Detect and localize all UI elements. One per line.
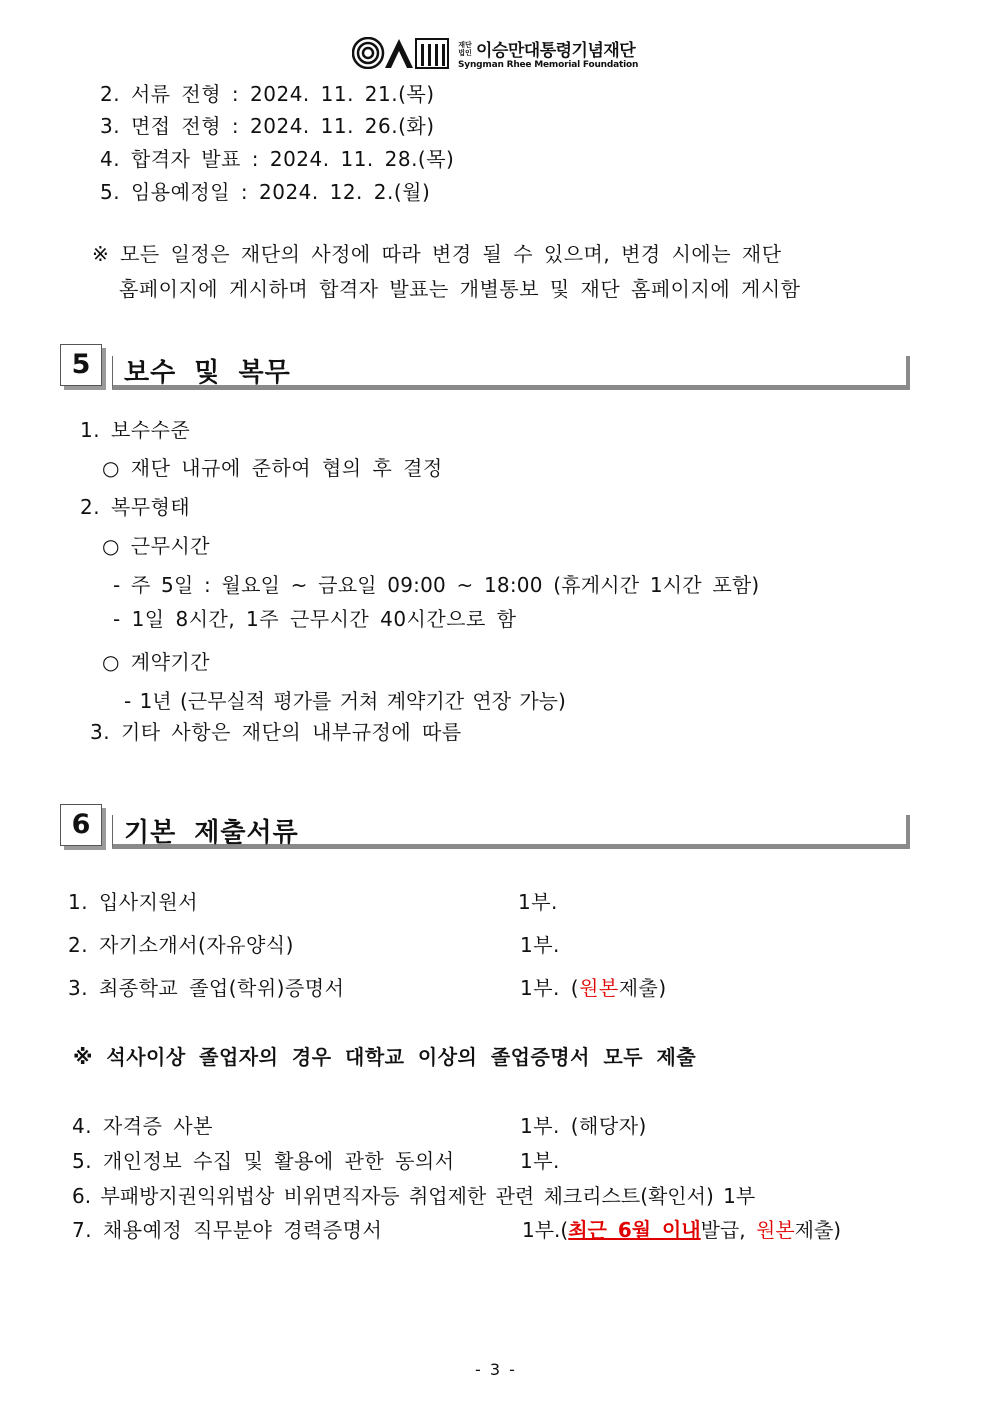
pay-detail: ○ 재단 내규에 준하여 협의 후 결정	[102, 456, 443, 480]
issue-text: 발급,	[700, 1218, 757, 1242]
doc-count: 1부.	[518, 890, 558, 914]
doc-count-group	[520, 972, 667, 1001]
section-5-number: 5	[60, 344, 102, 386]
schedule-item: 4. 합격자 발표 : 2024. 11. 28.(목)	[100, 147, 455, 171]
doc-count: 1부.	[520, 933, 560, 957]
pay-heading: 1. 보수수준	[80, 418, 191, 442]
other-rules: 3. 기타 사항은 재단의 내부규정에 따름	[90, 720, 462, 744]
section-6-title: 기본 제출서류	[124, 818, 299, 848]
schedule-note-line1: ※ 모든 일정은 재단의 사정에 따라 변경 될 수 있으며, 변경 시에는 재단	[92, 242, 782, 266]
org-name-en: Syngman Rhee Memorial Foundation	[458, 60, 639, 70]
oam-logo-icon	[352, 37, 452, 69]
section-5-title: 보수 및 복무	[124, 358, 291, 388]
recent-issue-mark: 최근 6월 이내	[568, 1218, 701, 1242]
doc-count-tail: 제출)	[618, 976, 667, 1000]
schedule-item: 2. 서류 전형 : 2024. 11. 21.(목)	[100, 82, 435, 106]
doc-count: 1부. (해당자)	[520, 1114, 647, 1138]
doc-name: 3. 최종학교 졸업(학위)증명서	[68, 976, 345, 1000]
doc-name: 4. 자격증 사본	[72, 1114, 213, 1138]
doc-count: 1부. (	[520, 976, 580, 1000]
hours-detail-1: - 주 5일 : 월요일 ~ 금요일 09:00 ~ 18:00 (휴게시간 1시간 포함)	[113, 573, 760, 597]
schedule-note-line2: 홈페이지에 게시하며 합격자 발표는 개별통보 및 재단 홈페이지에 게시함	[119, 277, 801, 301]
hours-heading: ○ 근무시간	[102, 534, 211, 558]
doc-checklist: 6. 부패방지권익위법상 비위면직자등 취업제한 관련 체크리스트(확인서) 1부	[72, 1184, 756, 1208]
schedule-item: 3. 면접 전형 : 2024. 11. 26.(화)	[100, 114, 435, 138]
graduate-note: ※ 석사이상 졸업자의 경우 대학교 이상의 졸업증명서 모두 제출	[73, 1045, 697, 1069]
doc-name: 7. 채용예정 직무분야 경력증명서	[72, 1218, 383, 1242]
doc-name: 5. 개인정보 수집 및 활용에 관한 동의서	[72, 1149, 455, 1173]
original-required-mark: 원본	[579, 976, 619, 1000]
foundation-logo	[352, 37, 638, 69]
schedule-item: 5. 임용예정일 : 2024. 12. 2.(월)	[100, 180, 431, 204]
doc-count: 1부.	[520, 1149, 560, 1173]
doc-name: 1. 입사지원서	[68, 890, 199, 914]
work-heading: 2. 복무형태	[80, 495, 191, 519]
page-number: - 3 -	[475, 1360, 517, 1379]
org-name-kr: 이승만대통령기념재단	[476, 41, 636, 61]
doc-count-group	[522, 1214, 841, 1243]
org-type-tag: 재단 법인	[458, 40, 472, 57]
hours-detail-2: - 1일 8시간, 1주 근무시간 40시간으로 함	[113, 607, 517, 631]
doc-count: 1부.(	[522, 1218, 569, 1242]
original-required-mark: 원본	[756, 1218, 795, 1242]
doc-count-tail: 제출)	[794, 1218, 842, 1242]
contract-detail: - 1년 (근무실적 평가를 거쳐 계약기간 연장 가능)	[124, 689, 566, 713]
section-6-number: 6	[60, 804, 102, 846]
contract-heading: ○ 계약기간	[102, 650, 211, 674]
doc-name: 2. 자기소개서(자유양식)	[68, 933, 294, 957]
